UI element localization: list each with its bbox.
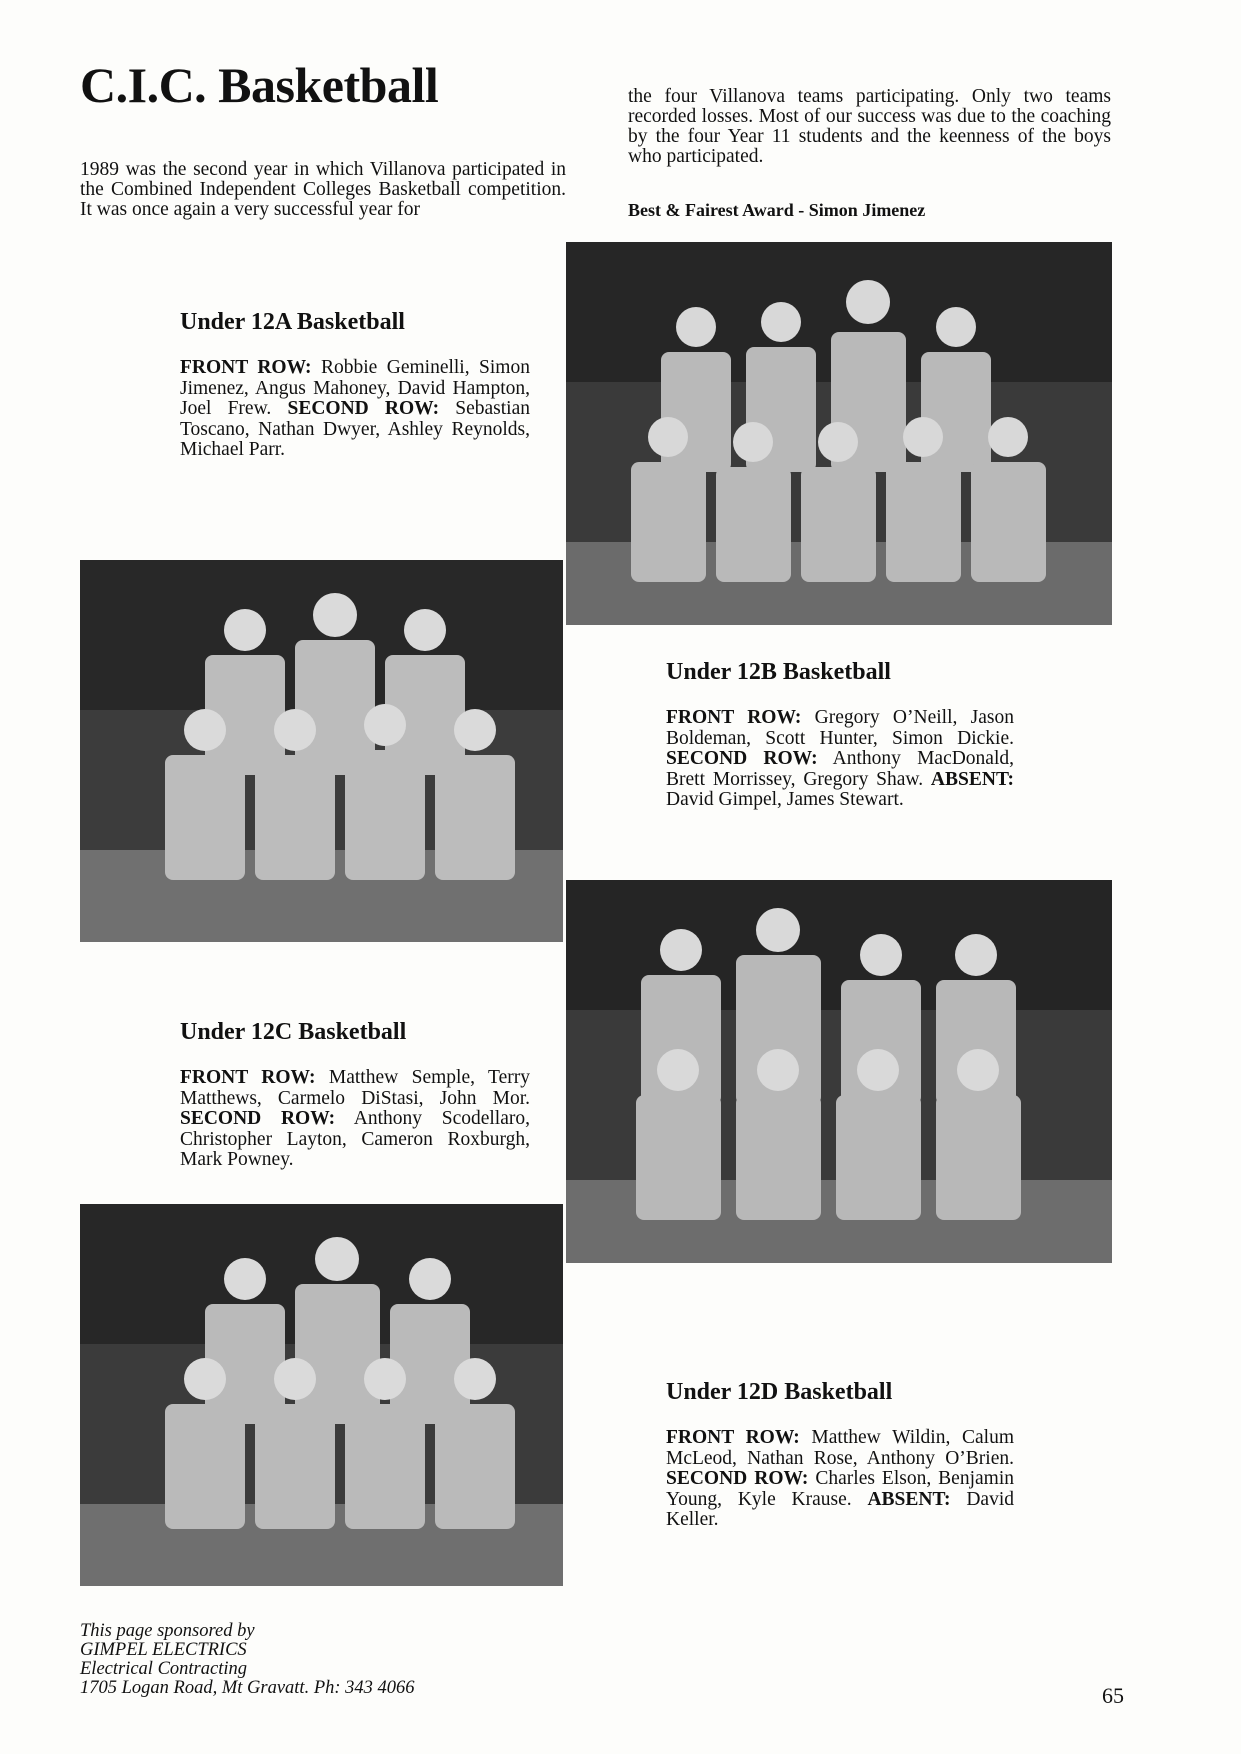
intro-right-column: the four Villanova teams participating. Only two teams recorded losses. Most of our success was due to the coaching by the four Year 11 students and the keenness of the boys who participated. <box>628 86 1111 167</box>
caption-under-12b <box>666 660 1014 811</box>
sponsor-line: Electrical Contracting <box>80 1659 247 1679</box>
page-title: C.I.C. Basketball <box>80 57 439 113</box>
sponsor-block <box>80 1622 415 1698</box>
caption-under-12d <box>666 1380 1014 1531</box>
sponsor-address: 1705 Logan Road, Mt Gravatt. Ph: 343 4066 <box>80 1678 415 1698</box>
caption-heading: Under 12A Basketball <box>180 309 405 335</box>
team-photo-under-12b <box>80 560 563 942</box>
intro-left-column: 1989 was the second year in which Villanova participated in the Combined Independent Colleges Basketball competition. It was once again a very successful year for <box>80 159 566 220</box>
team-photo-under-12c-image <box>566 880 1112 1263</box>
team-photo-under-12c <box>566 880 1112 1263</box>
caption-text: FRONT ROW: Gregory O’Neill, Jason Boldeman, Scott Hunter, Simon Dickie. SECOND ROW: Anthony MacDonald, Brett Morrissey, Gregory Shaw. ABSENT: David Gimpel, James Stewart. <box>666 707 1014 810</box>
caption-text: FRONT ROW: Matthew Semple, Terry Matthews, Carmelo DiStasi, John Mor. SECOND ROW: Anthony Scodellaro, Christopher Layton, Cameron Roxburgh, Mark Powney. <box>180 1067 530 1170</box>
caption-heading: Under 12C Basketball <box>180 1019 407 1045</box>
team-photo-under-12d-image <box>80 1204 563 1586</box>
team-photo-under-12a <box>566 242 1112 625</box>
caption-under-12a <box>180 310 530 461</box>
sponsor-line: This page sponsored by <box>80 1621 255 1641</box>
caption-text: FRONT ROW: Matthew Wildin, Calum McLeod, Nathan Rose, Anthony O’Brien. SECOND ROW: Charles Elson, Benjamin Young, Kyle Krause. ABSENT: David Keller. <box>666 1427 1014 1530</box>
team-photo-under-12a-image <box>566 242 1112 625</box>
award-line: Best & Fairest Award - Simon Jimenez <box>628 200 926 220</box>
caption-text: FRONT ROW: Robbie Geminelli, Simon Jimenez, Angus Mahoney, David Hampton, Joel Frew. SECOND ROW: Sebastian Toscano, Nathan Dwyer, Ashley Reynolds, Michael Parr. <box>180 357 531 460</box>
page-number: 65 <box>1102 1683 1124 1708</box>
caption-heading: Under 12B Basketball <box>666 659 891 685</box>
sponsor-name: GIMPEL ELECTRICS <box>80 1640 247 1660</box>
team-photo-under-12d <box>80 1204 563 1586</box>
caption-under-12c <box>180 1020 530 1171</box>
caption-heading: Under 12D Basketball <box>666 1379 893 1405</box>
team-photo-under-12b-image <box>80 560 563 942</box>
